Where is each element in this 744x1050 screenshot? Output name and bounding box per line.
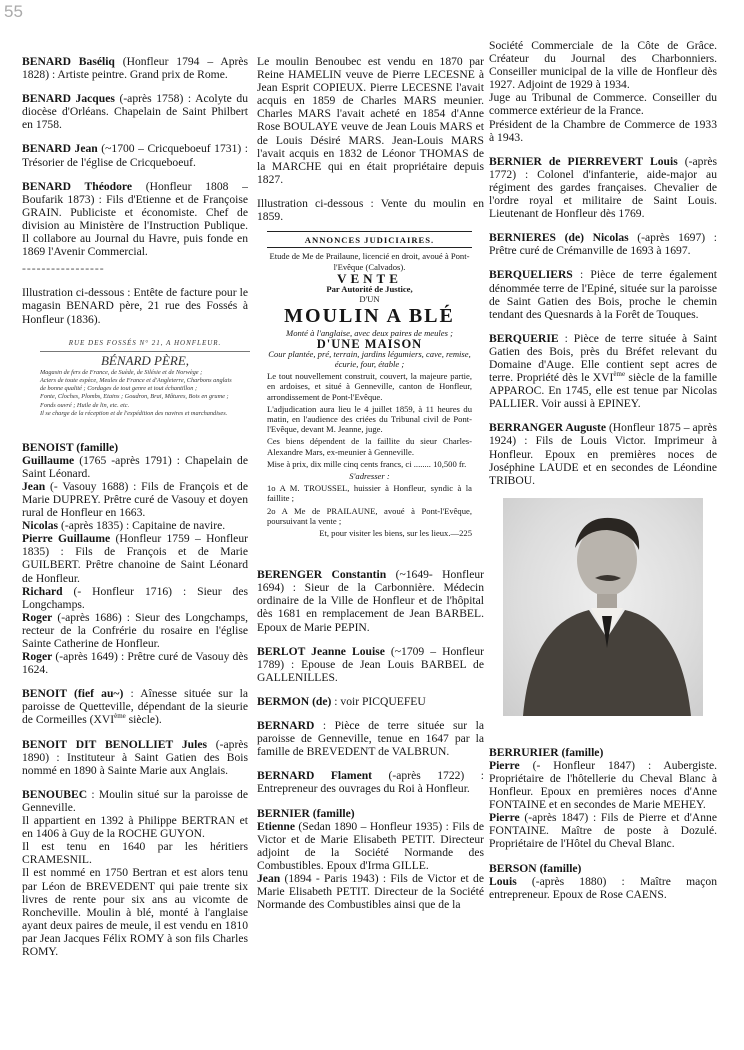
member-name: Pierre xyxy=(489,758,520,772)
announcement-address: 2o A Me de PRAILAUNE, avoué à Pont-l'Evêque, poursuivant la vente ; xyxy=(267,505,472,526)
entry-name: BERENGER Constantin xyxy=(257,568,387,582)
entry-text: (-après 1890) : Instituteur à Saint Gatien des Bois nommé en 1890 à Sainte Marie aux Anglais. xyxy=(22,737,248,777)
family-member xyxy=(22,585,248,611)
member-name: Roger xyxy=(22,650,53,664)
announcement-heading: ANNONCES JUDICIAIRES. xyxy=(267,235,472,248)
entry-name: BENARD Théodore xyxy=(22,179,132,193)
portrait-photo xyxy=(503,498,703,716)
entry-paragraph: Il appartient en 1392 à Philippe BERTRAN et en 1406 à Guy de la ROCHE GUYON. xyxy=(22,814,248,841)
family-member xyxy=(489,875,717,901)
entry-paragraph: Société Commerciale de la Côte de Grâce. Créateur du Journal des Charbonniers. Conseiller municipal de la ville de Honfleur dès 1927. Adjoint de 1929 à 1934. xyxy=(489,39,717,92)
entry-text: (-après 1697) : Prêtre curé de Crémanville de 1693 à 1697. xyxy=(489,231,717,258)
member-text: (-après 1847) : Fils de Pierre et d'Anne FONTAINE. Maître de poste à Dozulé. Propriétaire de l'Hôtel du Cheval Blanc. xyxy=(489,811,717,851)
member-name: Guillaume xyxy=(22,453,75,467)
announcement-paragraph: L'adjudication aura lieu le 4 juillet 1859, à 11 heures du matin, en l'audience des criées du Tribunal civil de Pont-l'Evêque, devant M. Jeanne, juge. xyxy=(267,403,472,435)
entry-bernieres xyxy=(489,231,717,257)
announcement-paragraph: Mise à prix, dix mille cinq cents francs, ci ........ 10,500 fr. xyxy=(267,458,467,469)
member-name: Pierre xyxy=(489,811,520,825)
announcement-address: 1o A M. TROUSSEL, huissier à Honfleur, syndic à la faillite ; xyxy=(267,483,472,504)
entry-benard-jacques xyxy=(22,92,248,131)
superscript: ème xyxy=(114,712,126,721)
announcement-address: Et, pour visiter les biens, sur les lieux.—225 xyxy=(319,528,472,538)
entry-name: BERRANGER Auguste xyxy=(489,421,606,435)
entry-text: : voir PICQUEFEU xyxy=(331,694,426,708)
announcement-title: MOULIN A BLÉ xyxy=(284,305,455,328)
invoice-line: Il se charge de la réception et de l'expédition des navires et marchandises. xyxy=(40,409,228,417)
newspaper-announcement-image xyxy=(267,231,472,538)
entry-benoubec xyxy=(22,788,248,958)
announcement-adresser: S'adresser : xyxy=(349,470,390,481)
invoice-line: Fonds ouvré ; Huile de lin, etc. etc. xyxy=(40,401,130,409)
invoice-address: RUE DES FOSSÉS N° 21, A HONFLEUR. xyxy=(40,337,250,352)
member-name: Richard xyxy=(22,584,63,598)
column-3 xyxy=(489,39,717,912)
entry-text: (~1709 – Honfleur 1789) : Epouse de Jean Louis BARBEL de GALLENILLES. xyxy=(257,644,484,684)
family-member xyxy=(22,454,248,480)
member-name: Roger xyxy=(22,610,53,624)
member-name: Etienne xyxy=(257,819,296,833)
family-title: BERRURIER (famille) xyxy=(489,745,604,759)
family-member xyxy=(22,532,248,584)
member-text: (- Honfleur 1847) : Aubergiste. Propriétaire de l'hôtellerie du Cheval Blanc à Honfleur. Epoux en premières noces d'Anne FONTAINE et en secondes de Marie MEHEY. xyxy=(489,758,717,812)
entry-bernier-continued xyxy=(489,39,717,144)
member-text: (- Honfleur 1716) : Sieur des Longchamps. xyxy=(22,584,248,611)
entry-text: siècle). xyxy=(125,713,162,727)
entry-text: (Honfleur 1808 – Boufarik 1873) : Fils d'Etienne et de Françoise GRAIN. Publiciste et économiste. Chef de division au Ministère de l'Instruction Publique. Il collabore au Journal du Havre, puis fonde en 1869 l'Avenir Commercial. xyxy=(22,179,248,259)
announcement-autorite: Par Autorité de Justice, xyxy=(326,283,413,294)
entry-name: BENOIT (fief au~) xyxy=(22,687,124,701)
member-text: (1765 -après 1791) : Chapelain de Saint Léonard. xyxy=(22,453,248,480)
invoice-line: Magasin de fers de France, de Suède, de Silésie et de Norwège ; xyxy=(40,368,203,376)
entry-text: : Pièce de terre également dénommée terre de l'Epiné, située sur la paroisse de Saint Gatien des Bois, proche le chemin tendant des Quesnards à la Forêt de Touques. xyxy=(489,268,717,321)
illustration-caption-facture: Illustration ci-dessous : Entête de facture pour le magasin BENARD père, 21 rue des Fossés à Honfleur (1836). xyxy=(22,286,248,326)
entry-benoit-fief xyxy=(22,687,248,726)
entry-berranger xyxy=(489,421,717,486)
member-text: (Sedan 1890 – Honfleur 1935) : Fils de Victor et de Marie Elisabeth PETIT. Directeur adjoint de la Société Normande des Combustibles. Epoux d'Irma GILLE. xyxy=(257,819,484,872)
page-number: 55 xyxy=(4,2,23,21)
member-text: (-après 1686) : Sieur des Longchamps, recteur de la Confrérie du rosaire en l'église Sainte Catherine de Honfleur. xyxy=(22,610,248,650)
member-name: Louis xyxy=(489,874,517,888)
family-title: BERNIER (famille) xyxy=(257,806,355,820)
entry-paragraph: Président de la Chambre de Commerce de 1933 à 1943. xyxy=(489,117,717,144)
entry-text: : Pièce de terre située sur la paroisse de Genneville, tenue en 1647 par la famille de BREVEDENT de VALBRUN. xyxy=(257,719,484,759)
entry-benard-theodore xyxy=(22,180,248,259)
family-member xyxy=(489,811,717,850)
family-member xyxy=(489,759,717,811)
entry-name: BERNIERES (de) Nicolas xyxy=(489,231,629,245)
entry-text: (Honfleur 1875 – après 1924) : Fils de Louis Victor. Imprimeur à Honfleur. Epoux en premières noces de Joséphine LAUDE et en secondes de Léondine TRIBOU. xyxy=(489,421,717,487)
announcement-monte: Monté à l'anglaise, avec deux paires de meules ; xyxy=(286,328,453,339)
announcement-dun: D'UN xyxy=(359,294,380,305)
invoice-line: Fonte, Cloches, Plombs, Etains ; Goudron, Brai, Mâtures, Bois en grume ; xyxy=(40,393,229,401)
family-title: BENOIST (famille) xyxy=(22,440,119,454)
entry-text: : Pièce de terre située à Saint Gatien des Bois, près du Bréfet relevant du Domaine d'Auge. Elle contient sept acres de terre. Propriété dès le XVI xyxy=(489,331,717,385)
entry-name: BERMON (de) xyxy=(257,694,332,708)
entry-text: siècle de la famille APPAROC. En 1745, elle est tenue par Nicolas PALLIER. Voir aussi à EPINEY. xyxy=(489,371,717,411)
entry-paragraph: Juge au Tribunal de Commerce. Conseiller du commerce extérieur de la France. xyxy=(489,91,717,118)
entry-berrurier-family xyxy=(489,746,717,851)
entry-name: BERQUELIERS xyxy=(489,268,573,282)
family-member xyxy=(257,872,484,911)
family-title: BERSON (famille) xyxy=(489,861,582,875)
superscript: ème xyxy=(613,370,626,379)
announcement-paragraph: Le tout nouvellement construit, couvert, la majeure partie, en ardoises, et situé à Genneville, canton de Honfleur, arrondissement de Pont-l'Evêque. xyxy=(267,371,472,402)
member-text: (- Vasouy 1688) : Fils de François et de Marie DUPREY. Prêtre curé de Vasouy et doyen rural de Honfleur en 1663. xyxy=(22,479,248,520)
member-name: Nicolas xyxy=(22,519,59,533)
family-member xyxy=(22,650,248,676)
family-member xyxy=(22,480,248,519)
entry-bernier-pierrevert xyxy=(489,155,717,220)
entry-berqueliers xyxy=(489,268,717,320)
entry-benoit-dit-benolliet xyxy=(22,738,248,777)
announcement-etude: Etude de Me de Prailaune, licencié en droit, avoué à Pont-l'Evêque (Calvados). xyxy=(269,251,470,272)
entry-bermon xyxy=(257,695,484,708)
moulin-history: Le moulin Benoubec est vendu en 1870 par Reine HAMELIN veuve de Pierre LECESNE à Jean Esprit COPIEUX. Pierre LECESNE l'avait acquis en 1859 de Charles MARS meunier. Charles MARS l'avait acheté en 1854 d'Anne Rose BOULAYE veuve de Jean Louis MARS et de Louis Désiré MARS. Jean-Louis MARS l'avait acquis en 1832 de Léonor THOMAS de la MARCHE qui en était propriétaire depuis 1827. xyxy=(257,55,484,186)
member-name: Jean xyxy=(22,479,46,493)
entry-benoist-family xyxy=(22,441,248,677)
announcement-cour: Cour plantée, pré, terrain, jardins légumiers, cave, remise, écurie, four, étable ; xyxy=(268,348,471,369)
invoice-shop-name: BÉNARD PÈRE, xyxy=(100,352,190,368)
entry-text: : Moulin situé sur la paroisse de Genneville. xyxy=(22,787,248,814)
family-member xyxy=(22,519,248,532)
member-text: (-après 1835) : Capitaine de navire. xyxy=(58,519,226,533)
entry-bernard-flament xyxy=(257,769,484,795)
entry-text: (Honfleur 1794 – Après 1828) : Artiste peintre. Grand prix de Rome. xyxy=(22,55,249,82)
entry-name: BENARD Jacques xyxy=(22,92,115,106)
entry-name: BENOIT DIT BENOLLIET Jules xyxy=(22,737,207,751)
entry-benard-baseliq xyxy=(22,55,248,81)
entry-name: BERNARD xyxy=(257,719,315,733)
entry-name: BENOUBEC xyxy=(22,787,88,801)
family-member xyxy=(22,611,248,650)
entry-name: BENARD Baséliq xyxy=(22,55,115,68)
invoice-line: Aciers de toute espèce, Meules de France et d'Angleterre, Charbons anglais xyxy=(40,376,232,384)
entry-text: (-après 1758) : Acolyte du diocèse d'Orléans. Chapelain de Saint Philbert en 1758. xyxy=(22,92,248,132)
illustration-caption-vente: Illustration ci-dessous : Vente du moulin en 1859. xyxy=(257,196,484,224)
invoice-header-image xyxy=(40,337,250,431)
entry-bernard xyxy=(257,719,484,758)
entry-berlot xyxy=(257,645,484,684)
entry-paragraph: Il est tenu en 1640 par les héritiers CRAMESNIL. xyxy=(22,840,248,867)
entry-name: BERLOT Jeanne Louise xyxy=(257,644,385,658)
entry-name: BERQUERIE xyxy=(489,331,559,345)
entry-berson-family xyxy=(489,862,717,901)
entry-text: : Aînesse située sur la paroisse de Quetteville, dépendant de la sieurie de Cormeilles (XVI xyxy=(22,687,248,727)
member-name: Pierre Guillaume xyxy=(22,532,111,546)
announcement-paragraph: Ces biens dépendent de la faillite du sieur Charles-Alexandre Mars, ex-meunier à Genneville. xyxy=(267,436,472,457)
entry-text: (-après 1772) : Colonel d'infanterie, aide-major au régiment des gardes françaises. Chevalier de l'ordre royal et militaire de Saint Louis. Lieutenant de Honfleur dès 1769. xyxy=(489,154,717,221)
entry-berquerie xyxy=(489,332,717,411)
entry-name: BERNARD Flament xyxy=(257,769,373,783)
member-text: (Honfleur 1759 – Honfleur 1835) : Fils de François et de Marie GUILBERT. Prêtre chanoine de Saint Léonard de Honfleur. xyxy=(22,532,248,585)
member-name: Jean xyxy=(257,871,281,885)
column-2 xyxy=(257,55,484,922)
entry-benard-jean xyxy=(22,142,248,168)
announcement-vente: VENTE xyxy=(337,270,402,286)
entry-text: (~1649- Honfleur 1694) : Sieur de la Carbonnière. Médecin ordinaire de la Ville de Honfleur et de l'hôpital dès 1681 en remplacement de Jean BARBEL. Epoux de Marie PEPIN. xyxy=(257,568,484,634)
member-text: (-après 1649) : Prêtre curé de Vasouy dès 1624. xyxy=(22,650,248,677)
entry-name: BERNIER de PIERREVERT Louis xyxy=(489,154,678,168)
entry-bernier-family xyxy=(257,807,484,912)
announcement-maison: D'UNE MAISON xyxy=(316,336,423,351)
entry-text: (~1700 – Cricqueboeuf 1731) : Trésorier de l'église de Cricqueboeuf. xyxy=(22,142,249,169)
invoice-line: de bonne qualité ; Cordages de tout genre et tout échantillon ; xyxy=(40,385,198,393)
entry-name: BENARD Jean xyxy=(22,142,98,156)
column-1 xyxy=(22,55,248,969)
member-text: (-après 1880) : Maître maçon entrepreneur. Epoux de Rose CAENS. xyxy=(489,874,717,901)
family-member xyxy=(257,820,484,872)
portrait-figure xyxy=(503,498,703,716)
separator: ----------------- xyxy=(22,262,105,276)
member-text: (1894 - Paris 1943) : Fils de Victor et de Marie Elisabeth PETIT. Directeur de la Société Normande des Combustibles ainsi que de la xyxy=(257,871,484,912)
entry-text: (-après 1722) : Entrepreneur des ouvrages du Roi à Honfleur. xyxy=(257,769,484,796)
entry-paragraph: Il est nommé en 1750 Bertran et est alors tenu par Léon de BREVEDENT qui paie trente six livres de rente pour six ans au vicomte de Roncheville. Moulin à blé, monté à l'anglaise ayant deux paires de meule, il est vendu en 1810 par Jean Jacques Félix ROMY à son fils Charles ROMY. xyxy=(22,866,248,958)
entry-berenger xyxy=(257,568,484,633)
